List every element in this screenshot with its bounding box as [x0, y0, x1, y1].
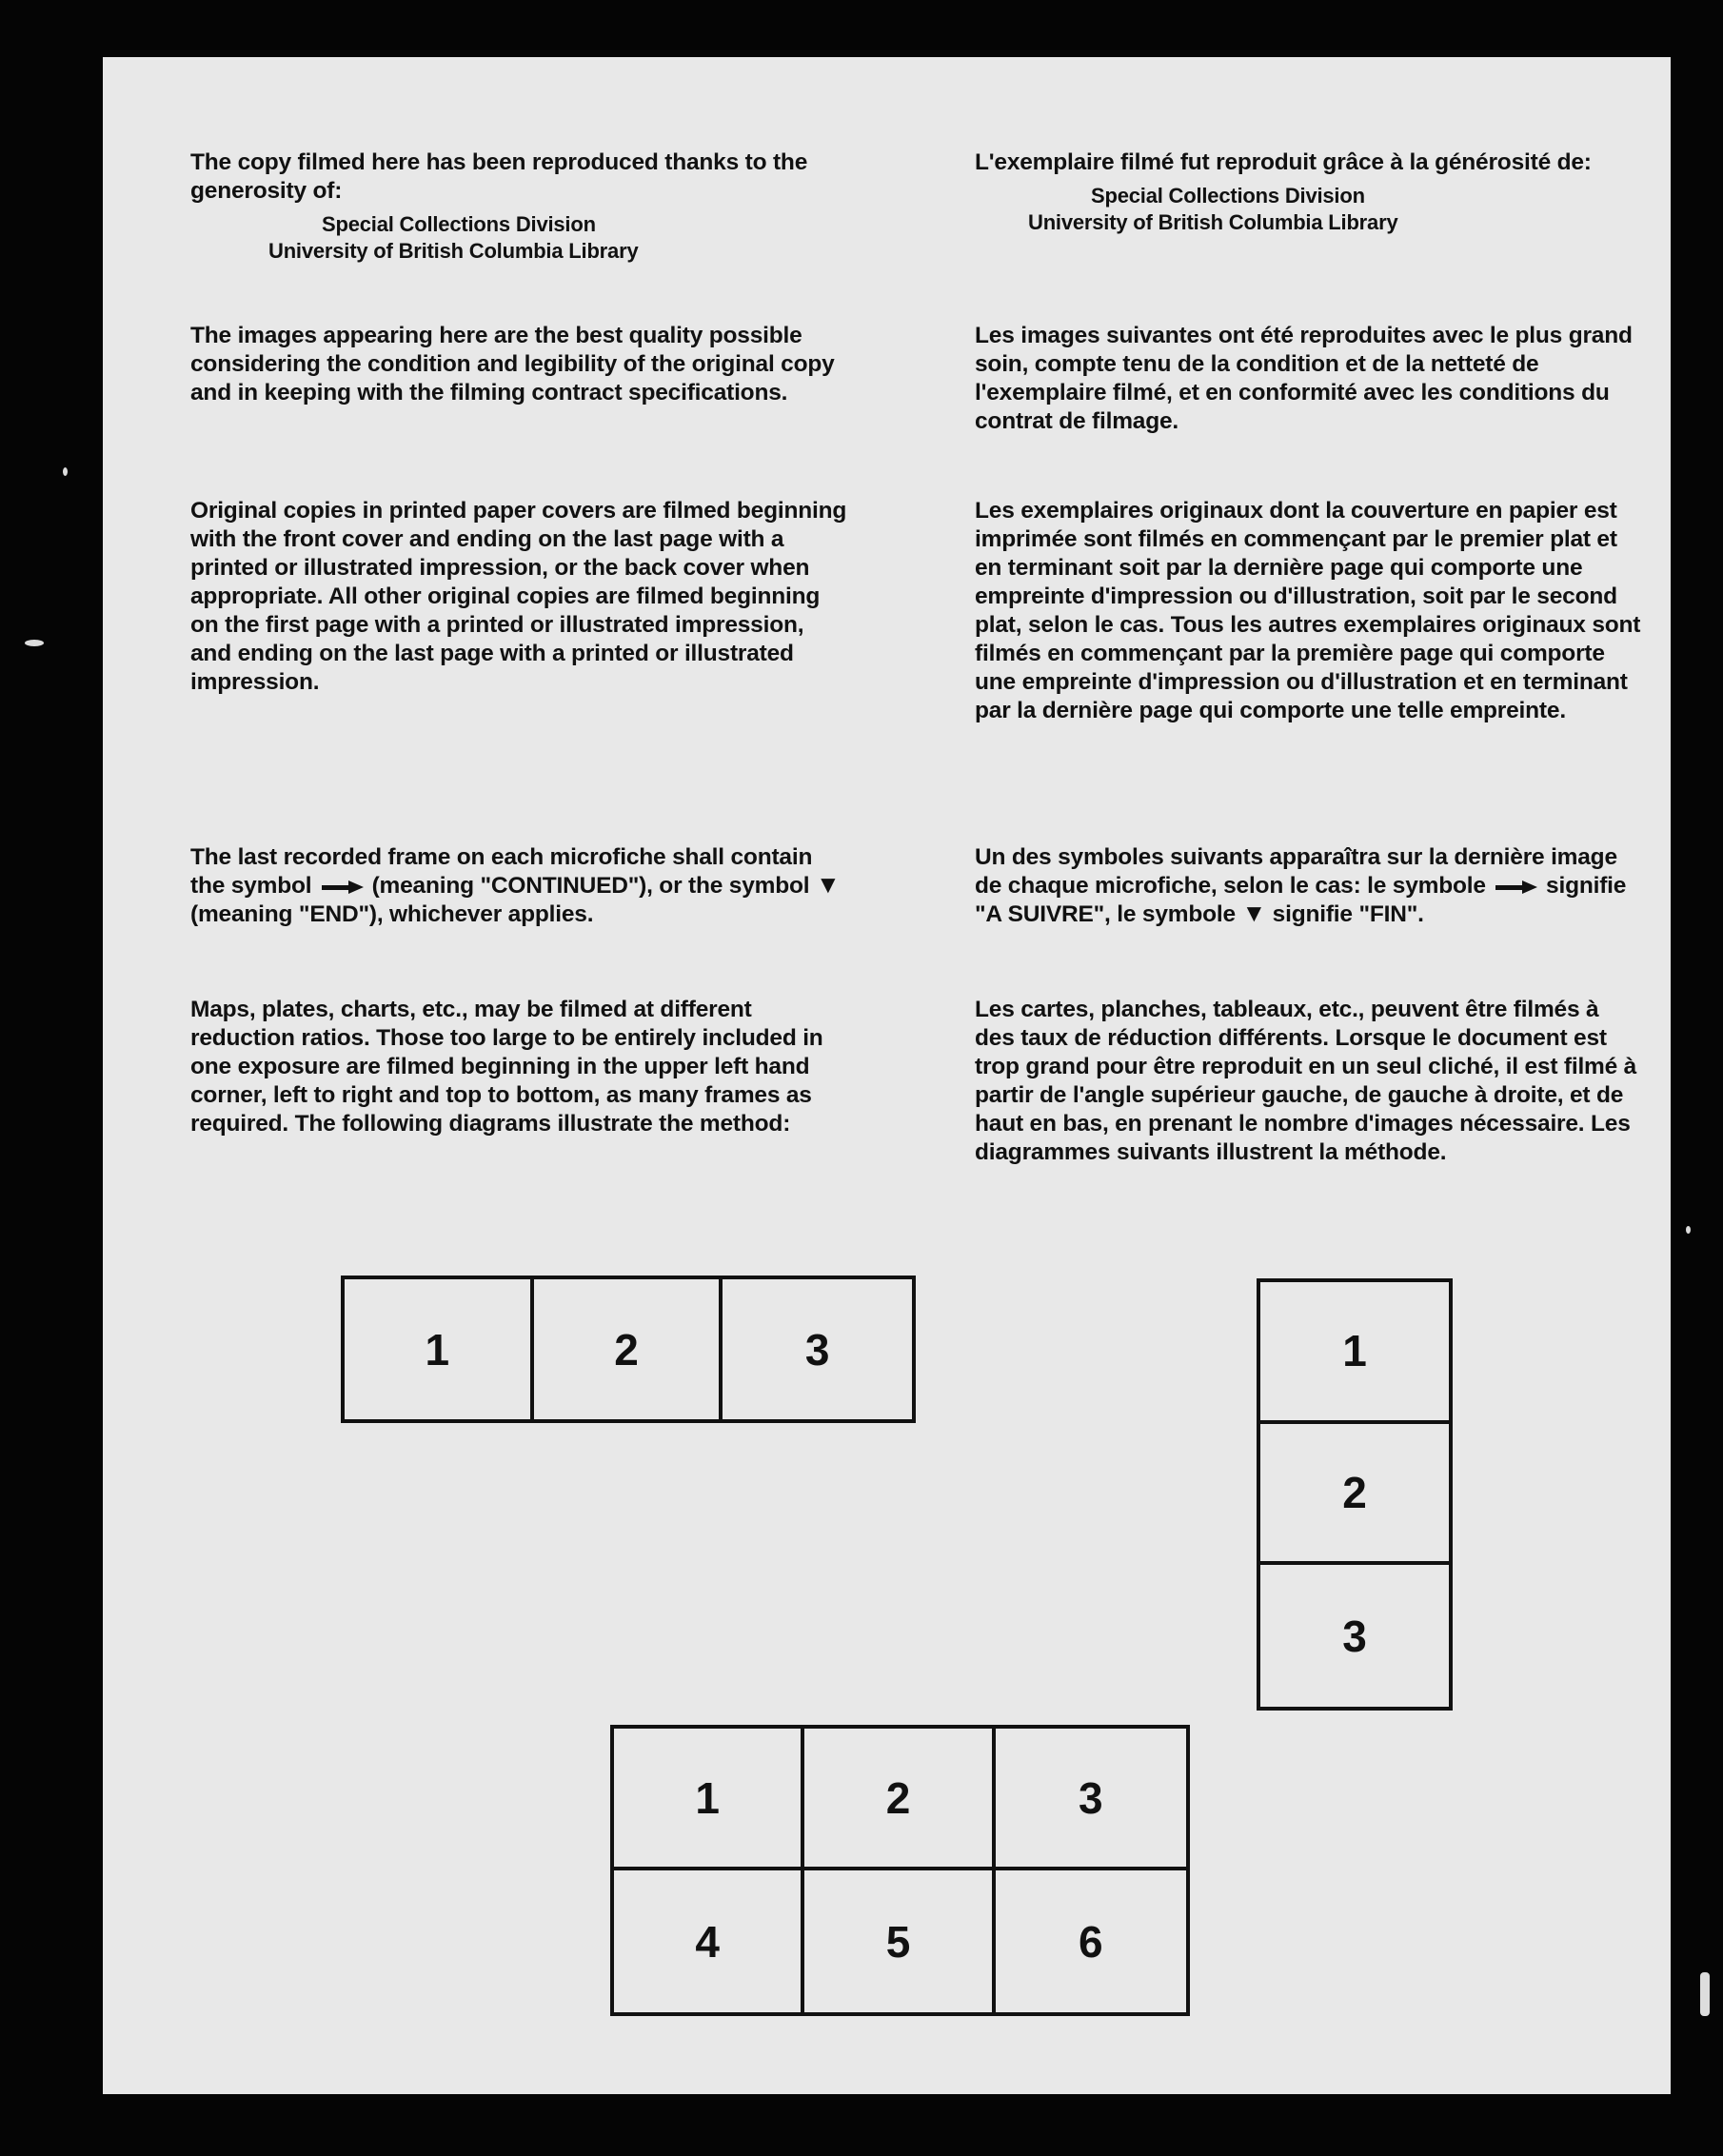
english-intro — [190, 148, 847, 265]
english-symbol-text-after: (meaning "END"), whichever applies. — [190, 901, 594, 927]
diagram-cell: 6 — [1079, 1916, 1103, 1967]
dust-speck — [25, 640, 44, 646]
diagram-cell: 2 — [804, 1729, 995, 1870]
english-symbol-paragraph — [190, 843, 847, 929]
end-triangle-icon: ▼ — [815, 870, 841, 899]
french-originals-paragraph: Les exemplaires originaux dont la couverture en papier est imprimée sont filmés en commençant par le premier plat et en terminant soit par la dernière page qui comporte une empreinte d'impression ou d'illustration, soit par le second plat, selon le cas. Tous les autres exemplaires originaux sont filmés en commençant par la première page qui comporte une empreinte d'impression ou d'illustration et en terminant par la dernière page qui comporte une telle empreinte. — [975, 498, 1641, 723]
english-library-division: Special Collections Division — [322, 212, 596, 236]
french-library-credit — [975, 183, 1641, 236]
diagram-cell: 5 — [804, 1870, 995, 2012]
french-maps-paragraph: Les cartes, planches, tableaux, etc., peuvent être filmés à des taux de réduction différents. Lorsque le document est trop grand pour être reproduit en un seul cliché, il est filmé à partir de l'angle supérieur gauche, de gauche à droite, et de haut en bas, en prenant le nombre d'images nécessaire. Les diagrammes suivants illustrent la méthode. — [975, 997, 1637, 1165]
english-symbol-text-before: The last recorded frame on each microfiche shall contain the symbol — [190, 844, 813, 899]
english-maps-paragraph: Maps, plates, charts, etc., may be filmed at different reduction ratios. Those too large to be entirely included in one exposure are filmed beginning in the upper left hand corner, left to right and top to bottom, as many frames as required. The following diagrams illustrate the method: — [190, 997, 823, 1137]
english-quality-paragraph: The images appearing here are the best quality possible considering the condition and legibility of the original copy and in keeping with the filming contract specifications. — [190, 323, 835, 405]
french-intro-text: L'exemplaire filmé fut reproduit grâce à la générosité de: — [975, 149, 1592, 175]
french-intro — [975, 148, 1641, 236]
french-symbol-text-middle: signifie "A SUIVRE", le symbole — [975, 873, 1627, 927]
diagram-cell: 1 — [1260, 1282, 1449, 1424]
french-library-division: Special Collections Division — [1091, 184, 1365, 208]
french-symbol-text-before: Un des symboles suivants apparaîtra sur la dernière image de chaque microfiche, selon le cas: le symbole — [975, 844, 1617, 899]
english-library-credit — [190, 211, 847, 265]
french-quality-paragraph: Les images suivantes ont été reproduites avec le plus grand soin, compte tenu de la condition et de la netteté de l'exemplaire filmé, et en conformité avec les conditions du contrat de filmage. — [975, 323, 1633, 434]
dust-speck — [1686, 1226, 1691, 1234]
diagram-cell: 3 — [804, 1324, 830, 1375]
french-symbol-text-after: signifie "FIN". — [1272, 901, 1424, 927]
diagram-cell: 2 — [534, 1279, 723, 1419]
dust-speck — [63, 467, 68, 476]
diagram-vertical-frames — [1257, 1278, 1453, 1711]
diagram-cell: 4 — [614, 1870, 804, 2012]
diagram-horizontal-frames — [341, 1276, 916, 1423]
continued-arrow-icon — [322, 881, 364, 893]
french-symbol-paragraph — [975, 843, 1641, 929]
diagram-cell: 3 — [1342, 1611, 1367, 1661]
english-library-name: University of British Columbia Library — [268, 239, 639, 263]
diagram-cell: 1 — [345, 1279, 534, 1419]
diagram-cell: 3 — [996, 1729, 1186, 1870]
diagram-cell: 1 — [614, 1729, 804, 1870]
a-suivre-arrow-icon — [1495, 881, 1537, 893]
english-intro-text: The copy filmed here has been reproduced thanks to the generosity of: — [190, 149, 808, 204]
fin-triangle-icon: ▼ — [1241, 899, 1267, 927]
diagram-grid-frames — [610, 1725, 1190, 2016]
french-library-name: University of British Columbia Library — [1028, 210, 1398, 234]
dust-speck — [1700, 1972, 1710, 2016]
english-originals-paragraph: Original copies in printed paper covers are filmed beginning with the front cover and ending on the last page with a printed or illustrated impression, or the back cover when appropriate. All other original copies are filmed beginning on the first page with a printed or illustrated impression, and ending on the last page with a printed or illustrated impression. — [190, 498, 847, 695]
english-symbol-text-middle: (meaning "CONTINUED"), or the symbol — [371, 873, 810, 899]
diagram-cell: 2 — [1260, 1424, 1449, 1566]
